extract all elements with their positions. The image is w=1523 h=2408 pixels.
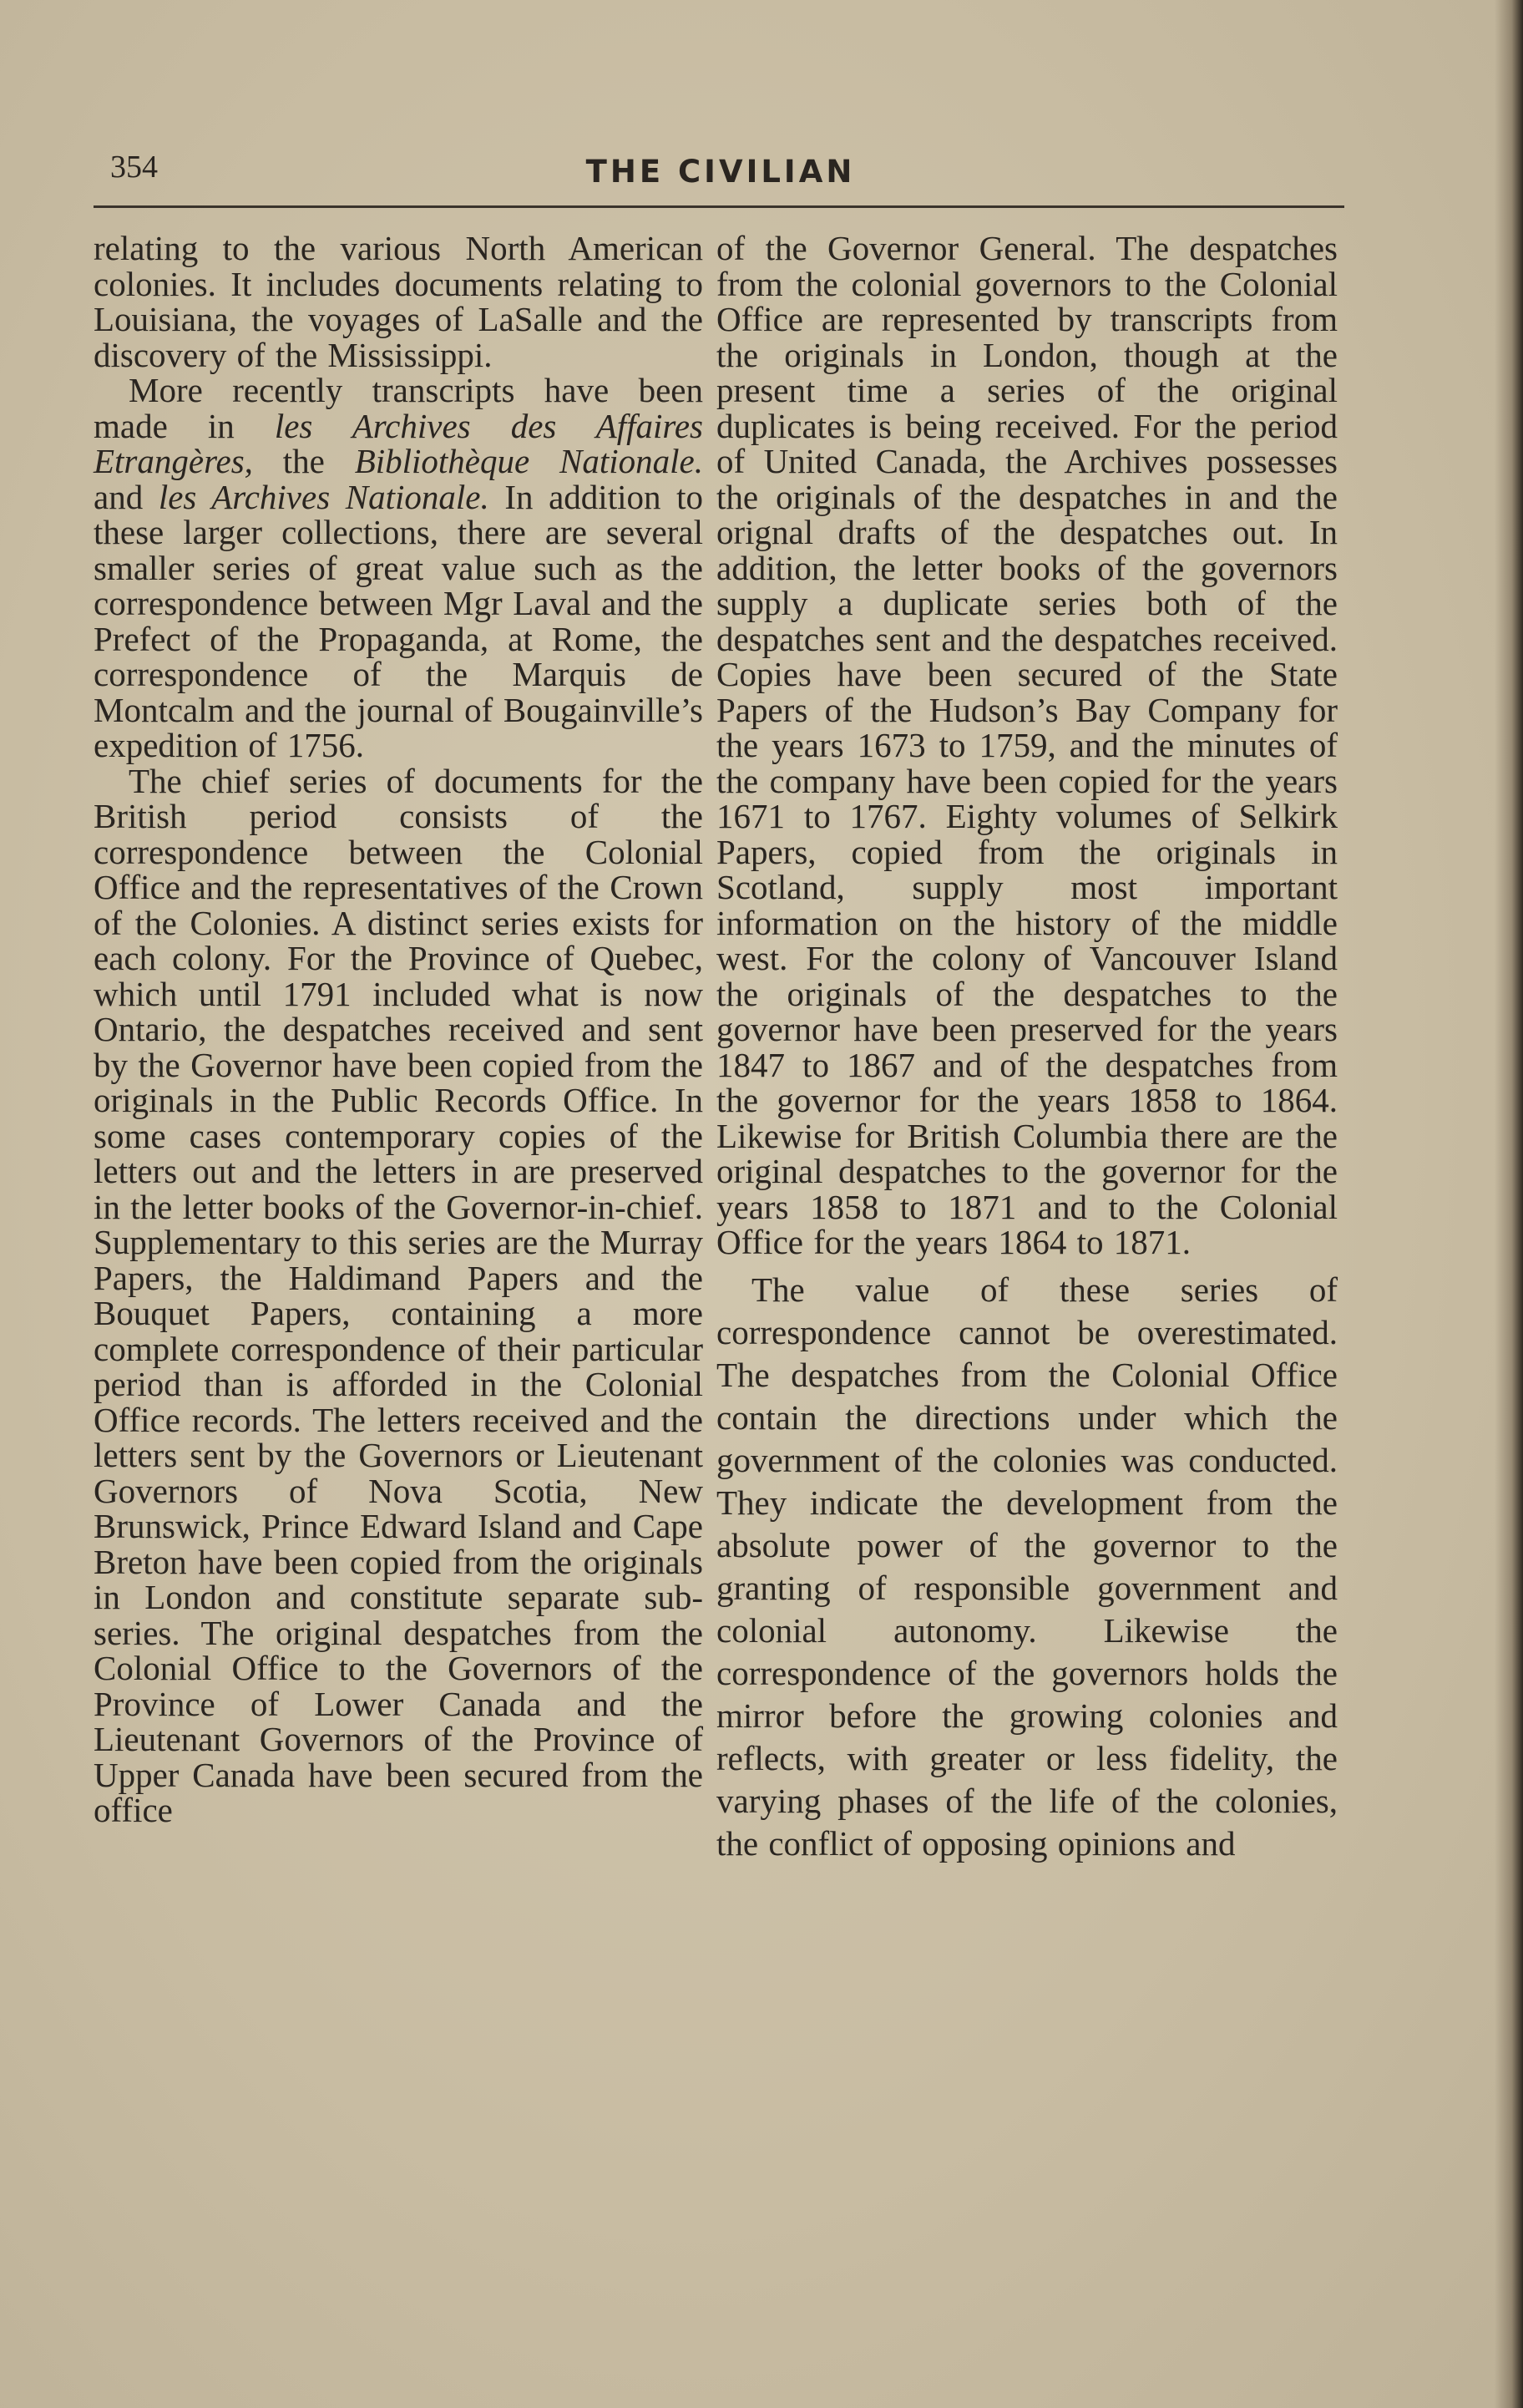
paragraph: of the Governor General. The despatches from the colonial governors to the Colonial Office are represented by transcripts from the originals in London, though at the present time a series of the original duplicates is being received. For the period of United Canada, the Archives possesses the originals of the despatches in and the orignal drafts of the despatches out. In addition, the letter books of the governors supply a duplicate series both of the despatches sent and the despatches received. Copies have been secured of the State Papers of the Hudson’s Bay Company for the years 1673 to 1759, and the minutes of the company have been copied for the years 1671 to 1767. Eighty volumes of Selkirk Papers, copied from the originals in Scotland, supply most important information on the history of the middle west. For the colony of Vancouver Island the originals of the despatches to the governor have been preserved for the years 1847 to 1867 and of the despatches from the governor for the years 1858 to 1864. Likewise for British Columbia there are the original despatches to the governor for the years 1858 to 1871 and to the Colonial Office for the years 1864 to 1871. bbox=[716, 229, 1338, 1261]
paragraph bbox=[94, 373, 703, 763]
running-head: THE CIVILIAN bbox=[585, 154, 856, 190]
right-column bbox=[716, 231, 1338, 1865]
left-column bbox=[94, 231, 703, 1828]
page-header bbox=[99, 149, 1343, 199]
paragraph: The value of these series of correspondence cannot be overestimated. The despatches from the Colonial Office contain the directions under which the government of the colonies was conducted. They indicate the development from the absolute power of the governor to the granting of responsible government and colonial autonomy. Likewise the correspondence of the governors holds the mirror before the growing colonies and reflects, with greater or less fidelity, the varying phases of the life of the colonies, the conflict of opposing opinions and bbox=[716, 1270, 1338, 1863]
italic-run: les Archives Nationale. bbox=[158, 477, 489, 516]
italic-run: Bibliothèque Nationale. bbox=[354, 442, 703, 480]
text-run: the bbox=[252, 442, 355, 480]
text-run: In addition to these larger collections, there are several smaller series of great value such as the correspondence between Mgr Laval and the Prefect of the Propaganda, at Rome, the correspondence of the Marquis de Montcalm and the journal of Bougainville’s expedition of 1756. bbox=[94, 477, 703, 764]
page-edge-shadow bbox=[1495, 0, 1523, 2408]
text-run: More recently transcripts have been made in bbox=[94, 371, 703, 445]
page-number: 354 bbox=[110, 150, 158, 185]
italic-run: les Archives des Affaires Etrangères, bbox=[94, 406, 703, 480]
paragraph: relating to the various North American colonies. It includes documents relating to Louisiana, the voyages of LaSalle and the discovery of the Mississippi. bbox=[94, 229, 703, 374]
paragraph: The chief series of documents for the British period consists of the correspondence between the Colonial Office and the representatives of the Crown of the Colonies. A distinct series exists for each colony. For the Province of Quebec, which until 1791 included what is now Ontario, the despatches received and sent by the Governor have been copied from the originals in the Public Records Office. In some cases contemporary copies of the letters out and the letters in are preserved in the letter books of the Governor-in-chief. Supplementary to this series are the Murray Papers, the Haldimand Papers and the Bouquet Papers, containing a more complete correspondence of their particular period than is afforded in the Colonial Office records. The letters received and the letters sent by the Governors or Lieutenant Governors of Nova Scotia, New Brunswick, Prince Edward Island and Cape Breton have been copied from the originals in London and constitute separate sub-series. The original despatches from the Colonial Office to the Governors of the Province of Lower Canada and the Lieutenant Governors of the Province of Upper Canada have been secured from the office bbox=[94, 761, 703, 1829]
header-rule bbox=[94, 205, 1344, 208]
text-run: and bbox=[94, 477, 159, 516]
